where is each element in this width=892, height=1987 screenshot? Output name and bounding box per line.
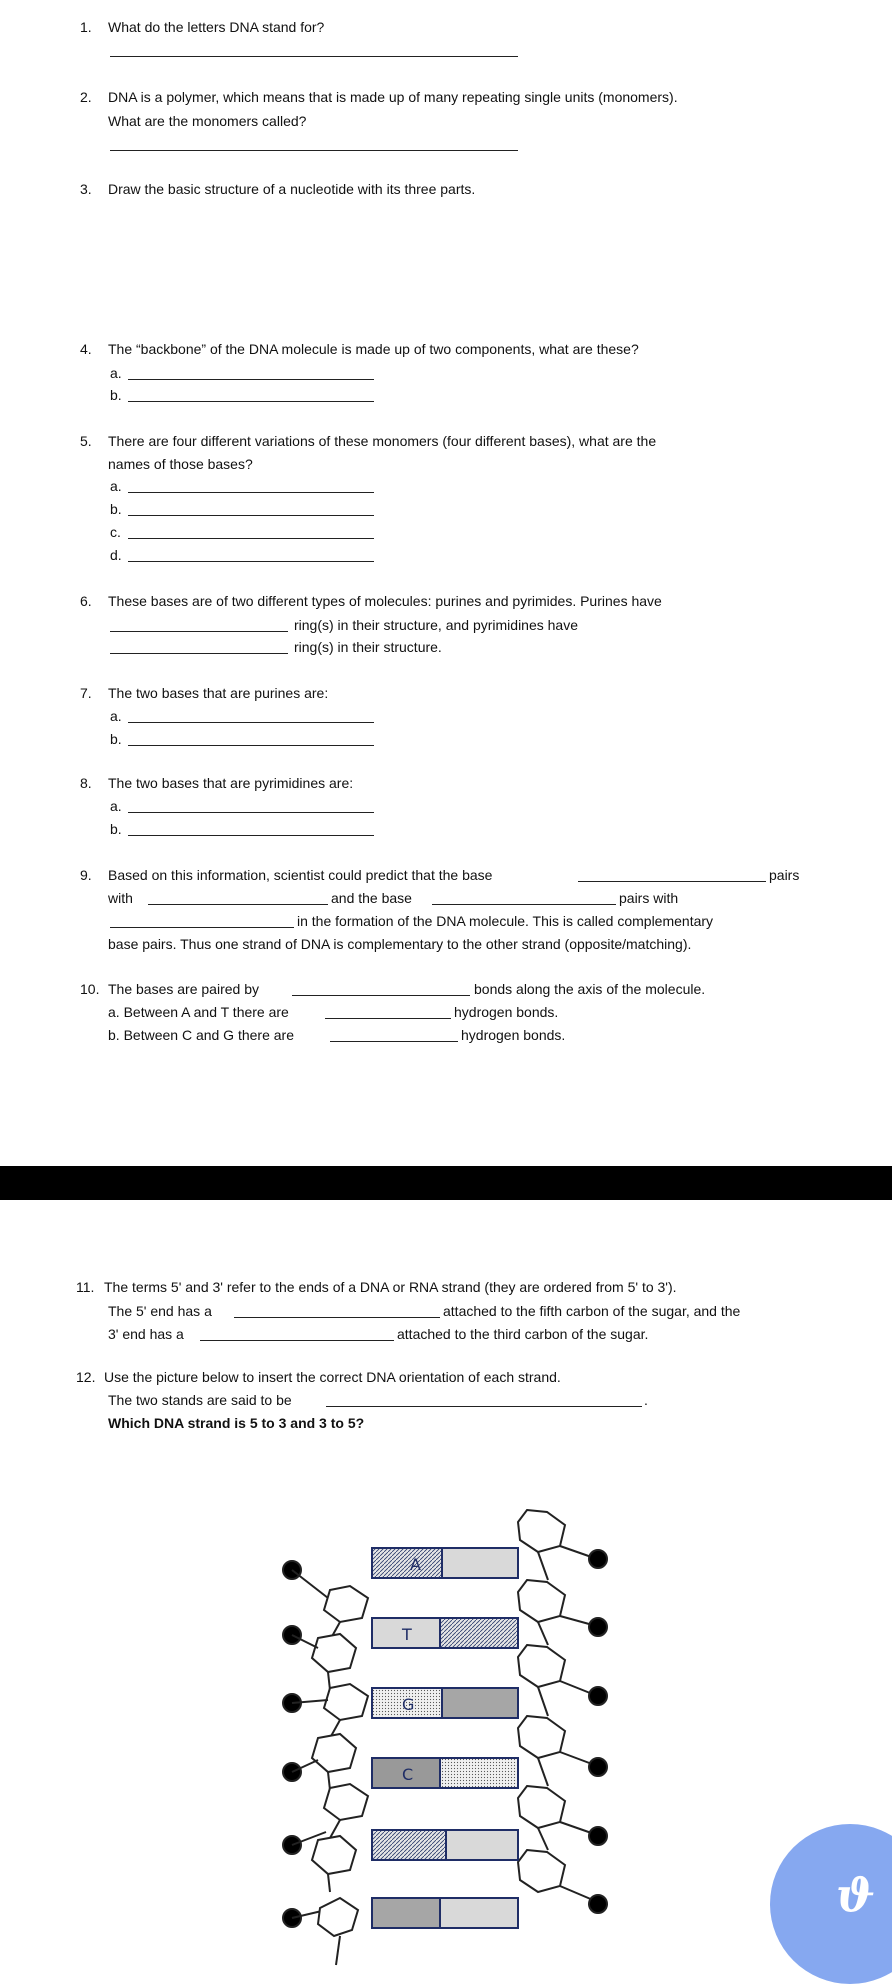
question-6-text-3: ring(s) in their structure. [294, 639, 442, 655]
base-label-c: C [402, 1765, 414, 1784]
base-label-a: A [410, 1555, 421, 1574]
question-7-text: The two bases that are purines are: [108, 685, 329, 701]
question-4-number: 4. [80, 341, 92, 357]
left-strand [283, 1561, 368, 1965]
question-11-number: 11. [76, 1279, 95, 1295]
question-10-b-b: hydrogen bonds. [461, 1027, 566, 1043]
phosphate-circle [589, 1827, 607, 1845]
question-6-text-2: ring(s) in their structure, and pyrimidines have [294, 617, 579, 633]
question-8-number: 8. [80, 775, 92, 791]
question-9-text: Based on this information, scientist could predict that the base [108, 867, 493, 883]
question-3-text: Draw the basic structure of a nucleotide with its three parts. [108, 181, 476, 197]
sugar-pentagon [312, 1634, 356, 1672]
question-5-number: 5. [80, 433, 92, 449]
option-label: a. [110, 798, 122, 814]
question-12-text-2a: The two stands are said to be [108, 1392, 292, 1408]
base-label-t: T [402, 1625, 412, 1644]
phosphate-circle [589, 1687, 607, 1705]
sugar-pentagon [318, 1898, 358, 1936]
question-10-a: a. Between A and T there are [108, 1004, 289, 1020]
question-8-text: The two bases that are pyrimidines are: [108, 775, 354, 791]
question-12-number: 12. [76, 1369, 96, 1385]
option-label: a. [110, 365, 122, 381]
option-label: b. [110, 821, 122, 837]
question-9-text-with: with [108, 890, 133, 906]
question-11-text-2a: The 5' end has a [108, 1303, 212, 1319]
option-label: a. [110, 478, 122, 494]
question-11-text-2b: attached to the fifth carbon of the sugar, and the [443, 1303, 741, 1319]
option-label: b. [110, 731, 122, 747]
sugar-pentagon [324, 1684, 368, 1720]
option-label: d. [110, 547, 122, 563]
sugar-pentagon [518, 1850, 565, 1892]
question-10-text: The bases are paired by [108, 981, 259, 997]
sugar-pentagon [518, 1716, 565, 1758]
option-label: a. [110, 708, 122, 724]
sugar-pentagon [324, 1586, 368, 1622]
question-9-text-4: base pairs. Thus one strand of DNA is complementary to the other strand (opposite/matching). [108, 936, 692, 952]
question-10-b: b. Between C and G there are [108, 1027, 294, 1043]
option-label: b. [110, 501, 122, 517]
question-6-number: 6. [80, 593, 92, 609]
question-2-number: 2. [80, 89, 92, 105]
question-7-number: 7. [80, 685, 92, 701]
question-9-number: 9. [80, 867, 92, 883]
question-9-text-pairs: pairs with [619, 890, 679, 906]
sugar-pentagon [518, 1580, 565, 1622]
question-number: 1. [80, 19, 92, 35]
phosphate-circle [589, 1550, 607, 1568]
base-pairs [372, 1548, 518, 1928]
question-12-text-3: Which DNA strand is 5 to 3 and 3 to 5? [108, 1415, 365, 1431]
question-9-text-b: pairs [769, 867, 800, 883]
option-label: b. [110, 387, 122, 403]
base-label-g: G [402, 1695, 415, 1714]
question-11-text-3b: attached to the third carbon of the sugar. [397, 1326, 649, 1342]
question-10-number: 10. [80, 981, 100, 997]
question-11-text: The terms 5' and 3' refer to the ends of a DNA or RNA strand (they are ordered from 5' to 3'). [104, 1279, 677, 1295]
question-2-text-2: What are the monomers called? [108, 113, 307, 129]
question-10-text-b: bonds along the axis of the molecule. [474, 981, 706, 997]
pen-scribble-icon[interactable]: ϑ [836, 1868, 876, 1922]
sugar-pentagon [324, 1784, 368, 1820]
sugar-pentagon [312, 1734, 356, 1772]
phosphate-circle [589, 1895, 607, 1913]
option-label: c. [110, 524, 121, 540]
phosphate-circle [589, 1758, 607, 1776]
question-12-text-2b: . [644, 1392, 648, 1408]
question-12-text: Use the picture below to insert the correct DNA orientation of each strand. [104, 1369, 561, 1385]
sugar-pentagon [518, 1645, 565, 1687]
question-4-text: The “backbone” of the DNA molecule is made up of two components, what are these? [108, 341, 639, 357]
question-5-text: There are four different variations of these monomers (four different bases), what are the [108, 433, 657, 449]
sugar-pentagon [518, 1786, 565, 1828]
phosphate-circle [589, 1618, 607, 1636]
sugar-pentagon [518, 1510, 565, 1552]
question-3-number: 3. [80, 181, 92, 197]
question-2-text: DNA is a polymer, which means that is made up of many repeating single units (monomers). [108, 89, 678, 105]
question-10-a-b: hydrogen bonds. [454, 1004, 559, 1020]
question-9-text-base: and the base [331, 890, 412, 906]
question-5-text-2: names of those bases? [108, 456, 253, 472]
question-11-text-3a: 3' end has a [108, 1326, 184, 1342]
right-strand [518, 1510, 607, 1913]
sugar-pentagon [312, 1836, 356, 1874]
question-6-text: These bases are of two different types of molecules: purines and pyrimides. Purines have [108, 593, 662, 609]
question-9-text-3: in the formation of the DNA molecule. This is called complementary [297, 913, 714, 929]
question-1-text: What do the letters DNA stand for? [108, 19, 325, 35]
